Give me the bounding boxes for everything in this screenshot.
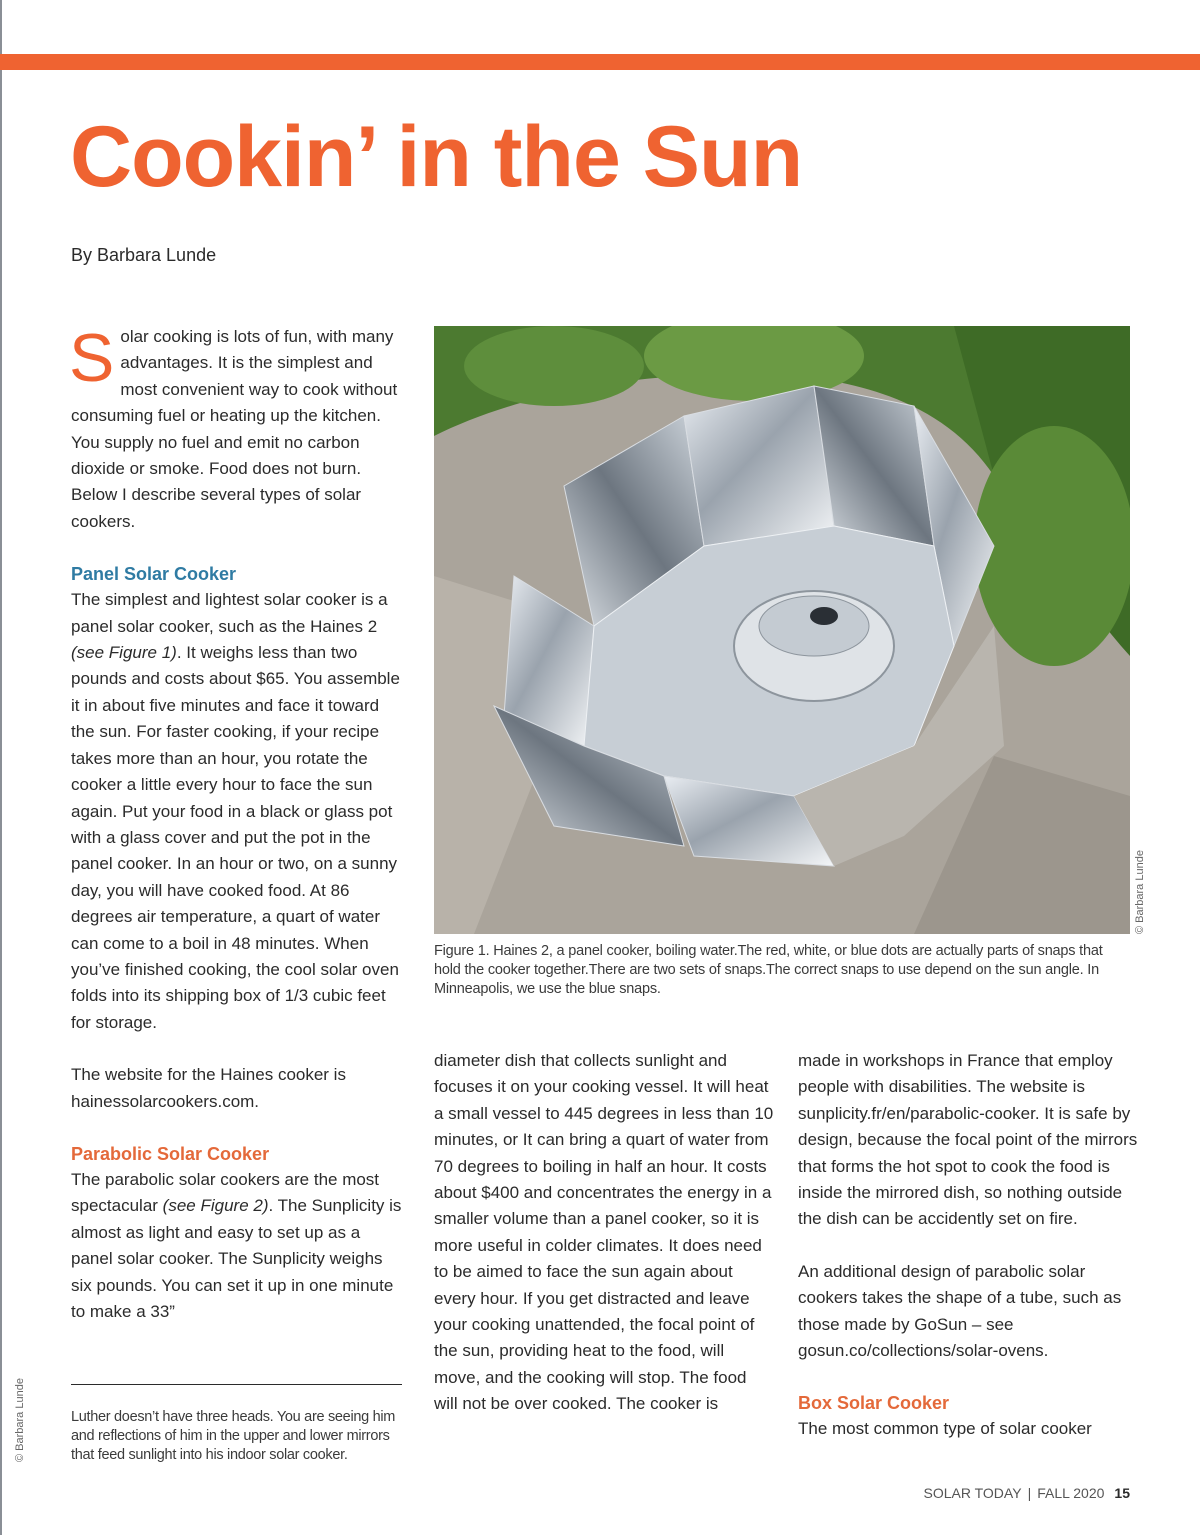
- top-accent-bar: [0, 54, 1200, 70]
- haines-website-paragraph: The website for the Haines cooker is hainessolarcookers.com.: [71, 1065, 346, 1111]
- figure2-reference: (see Figure 2): [162, 1196, 269, 1216]
- parabolic-text-b: . The Sunplicity is almost as light and easy to set up as a panel solar cooker. The Sunplicity weighs six pounds. You can set it up in one minute to make a 33”: [71, 1196, 402, 1321]
- figure1-reference: (see Figure 1): [71, 643, 177, 663]
- page-edge: [0, 0, 2, 1535]
- figure1-caption: Figure 1. Haines 2, a panel cooker, boiling water.The red, white, or blue dots are actually parts of snaps that hold the cooker together.There are two sets of snaps.The correct snaps to use depend on the sun angle. In Minneapolis, we use the blue snaps.: [434, 943, 1103, 997]
- panel-text-b: . It weighs less than two pounds and costs about $65. You assemble it in about five minutes and face it toward the sun. For faster cooking, if your recipe takes more than an hour, you rotate the cooker a little every hour to face the sun again. Put your food in a black or glass pot with a glass cover and put the pot in the panel cooker. In an hour or two, on a sunny day, you will have cooked food. At 86 degrees air temperature, a quart of water can come to a boil in 48 minutes. When you’ve finished cooking, the cool solar oven folds into its shipping box of 1/3 cubic feet for storage.: [71, 643, 400, 1032]
- photo-credit: © Barbara Lunde: [1134, 850, 1146, 934]
- footer-separator: |: [1027, 1485, 1032, 1501]
- parabolic-continued-paragraph: diameter dish that collects sunlight and focuses it on your cooking vessel. It will heat a small vessel to 445 degrees in less than 10 minutes, or It can bring a quart of water from 70 degrees to boiling in half an hour. It costs about $400 and concentrates the energy in a smaller volume than a panel cooker, so it is more useful in colder climates. It does need to be aimed to face the sun again about every hour. If you get distracted and leave your cooking unattended, the focal point of the sun, providing heat to the food, will move, and the cooking will stop. The food will not be over cooked. The cooker is: [434, 1051, 774, 1414]
- figure1-photo: [434, 326, 1130, 934]
- column-1: [69, 320, 405, 1325]
- sidebar-rule: [71, 1384, 402, 1385]
- parabolic-text-a: The parabolic solar cookers are the most spectacular: [71, 1169, 380, 1216]
- sidebar-caption: Luther doesn’t have three heads. You are seeing him and reflections of him in the upper and lower mirrors that feed sunlight into his indoor solar cooker.: [71, 1409, 396, 1463]
- magazine-name: SOLAR TODAY: [923, 1485, 1022, 1501]
- left-photo-credit: © Barbara Lunde: [14, 1378, 26, 1462]
- panel-cooker-heading: Panel Solar Cooker: [71, 564, 237, 585]
- page-number: 15: [1114, 1485, 1130, 1501]
- box-cooker-heading: Box Solar Cooker: [798, 1393, 950, 1414]
- column-2: [434, 1048, 774, 1418]
- drop-cap: S: [69, 320, 115, 396]
- panel-paragraph: [71, 587, 405, 1036]
- parabolic-cooker-heading: Parabolic Solar Cooker: [71, 1143, 270, 1164]
- parabolic-paragraph: [71, 1167, 405, 1325]
- issue-label: FALL 2020: [1037, 1485, 1105, 1501]
- sunplicity-paragraph: made in workshops in France that employ people with disabilities. The website is sunplicity.fr/en/parabolic-cooker. It is safe by design, because the focal point of the mirrors that forms the hot spot to cook the food is inside the mirrored dish, so nothing outside the dish can be accidently set on fire.: [798, 1051, 1138, 1229]
- panel-text-a: The simplest and lightest solar cooker is a panel solar cooker, such as the Haines 2: [71, 590, 388, 636]
- intro-text: olar cooking is lots of fun, with many advantages. It is the simplest and most convenient way to cook without consuming fuel or heating up the kitchen. You supply no fuel and emit no carbon dioxide or smoke. Food does not burn. Below I describe several types of solar cookers.: [71, 327, 398, 531]
- article-title: Cookin’ in the Sun: [70, 109, 803, 205]
- box-cooker-paragraph: The most common type of solar cooker: [798, 1419, 1092, 1439]
- intro-paragraph: [69, 320, 405, 535]
- byline: By Barbara Lunde: [71, 245, 217, 265]
- gosun-paragraph: An additional design of parabolic solar cookers takes the shape of a tube, such as those made by GoSun – see gosun.co/collections/solar-ovens.: [798, 1261, 1122, 1361]
- page-footer: [924, 1485, 1130, 1501]
- column-3: [798, 1048, 1138, 1443]
